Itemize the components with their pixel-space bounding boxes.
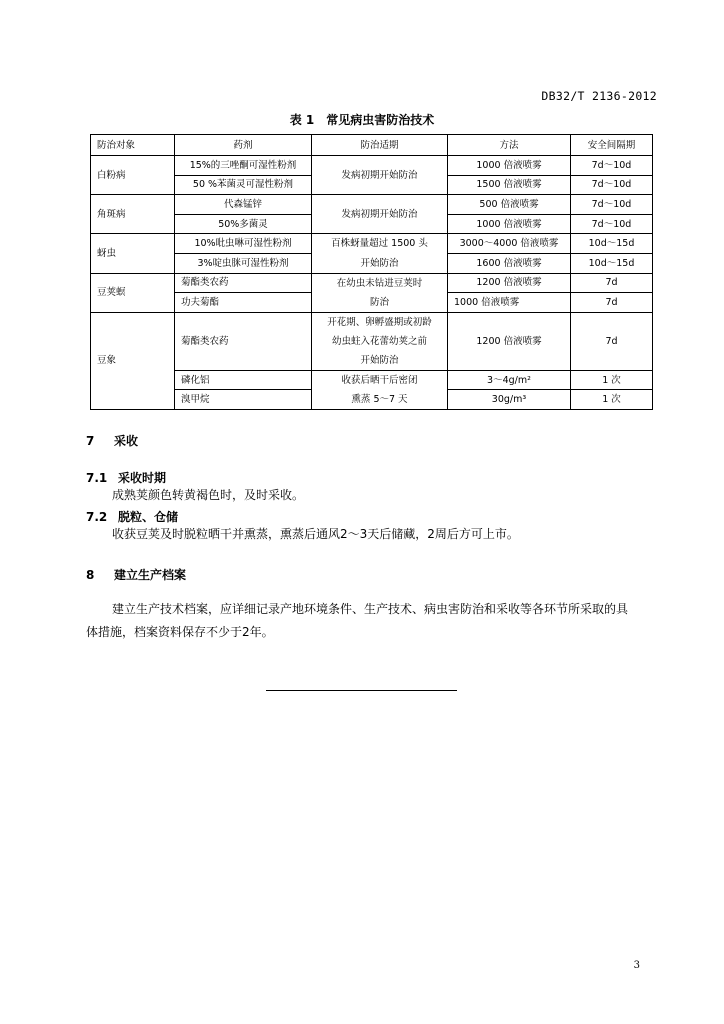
target-cell: 白粉病	[91, 156, 175, 195]
table-row	[91, 156, 653, 176]
period-line: 开始防治	[360, 354, 399, 366]
period-cell: 发病初期开始防治	[312, 195, 448, 234]
section-number: 7	[86, 434, 95, 448]
agent-cell: 50 %苯菌灵可湿性粉剂	[175, 175, 312, 195]
table-row	[91, 273, 653, 293]
interval-cell: 10d～15d	[571, 253, 653, 273]
period-line: 开花期、卵孵盛期或初龄	[327, 316, 432, 328]
agent-cell: 菊酯类农药	[175, 273, 312, 293]
table-row	[91, 390, 653, 410]
section-title: 脱粒、仓储	[118, 510, 179, 524]
table-row	[91, 293, 653, 313]
table-number: 表 1	[289, 113, 315, 127]
section-number: 7.1	[86, 471, 108, 485]
section-number: 8	[86, 568, 95, 582]
column-header: 安全间隔期	[571, 135, 653, 156]
paragraph-records-line-1: 建立生产技术档案，应详细记录产地环境条件、生产技术、病虫害防治和采收等各环节所采取的具	[112, 602, 629, 616]
method-cell: 1200 倍液喷雾	[448, 273, 571, 293]
agent-cell: 10%吡虫啉可湿性粉剂	[175, 234, 312, 254]
period-cell	[312, 312, 448, 370]
agent-cell: 溴甲烷	[175, 390, 312, 410]
page-number: 3	[633, 960, 640, 971]
section-title: 建立生产档案	[114, 568, 187, 582]
agent-cell: 磷化铝	[175, 370, 312, 390]
method-cell: 1000 倍液喷雾	[448, 293, 571, 313]
method-cell: 500 倍液喷雾	[448, 195, 571, 215]
section-title: 采收时期	[118, 471, 167, 485]
interval-cell: 1 次	[571, 390, 653, 410]
period-cell: 发病初期开始防治	[312, 156, 448, 195]
table-row	[91, 370, 653, 390]
method-cell: 1200 倍液喷雾	[448, 312, 571, 370]
interval-cell: 1 次	[571, 370, 653, 390]
period-cell: 开始防治	[312, 253, 448, 273]
interval-cell: 7d	[571, 293, 653, 313]
paragraph-harvest-time: 成熟荚颜色转黄褐色时，及时采收。	[112, 488, 305, 502]
agent-cell: 菊酯类农药	[175, 312, 312, 370]
column-header: 方法	[448, 135, 571, 156]
target-cell: 豆荚螟	[91, 273, 175, 312]
target-cell: 豆象	[91, 312, 175, 409]
method-cell: 3～4g/m²	[448, 370, 571, 390]
table-caption	[0, 111, 724, 128]
period-line: 幼虫蛀入花蕾幼荚之前	[331, 335, 427, 347]
table-row	[91, 195, 653, 215]
interval-cell: 7d	[571, 273, 653, 293]
period-cell: 百株蚜量超过 1500 头	[312, 234, 448, 254]
method-cell: 1000 倍液喷雾	[448, 214, 571, 234]
table-title: 常见病虫害防治技术	[326, 113, 435, 127]
target-cell: 角斑病	[91, 195, 175, 234]
agent-cell: 功夫菊酯	[175, 293, 312, 313]
table-row	[91, 312, 653, 370]
table-row	[91, 234, 653, 254]
pest-control-table	[90, 134, 653, 410]
method-cell: 1600 倍液喷雾	[448, 253, 571, 273]
interval-cell: 7d～10d	[571, 214, 653, 234]
section-heading-7	[86, 432, 138, 449]
table-row	[91, 253, 653, 273]
method-cell: 1500 倍液喷雾	[448, 175, 571, 195]
period-cell: 防治	[312, 293, 448, 313]
column-header: 防治适期	[312, 135, 448, 156]
table-header-row	[91, 135, 653, 156]
period-cell: 熏蒸 5～7 天	[312, 390, 448, 410]
method-cell: 30g/m³	[448, 390, 571, 410]
agent-cell: 3%啶虫脒可湿性粉剂	[175, 253, 312, 273]
end-rule	[266, 690, 457, 691]
section-heading-8	[86, 566, 186, 583]
section-number: 7.2	[86, 510, 108, 524]
interval-cell: 7d～10d	[571, 195, 653, 215]
interval-cell: 7d	[571, 312, 653, 370]
paragraph-records-line-2: 体措施，档案资料保存不少于2年。	[86, 625, 274, 639]
period-cell: 收获后晒干后密闭	[312, 370, 448, 390]
section-title: 采收	[114, 434, 139, 448]
column-header: 药剂	[175, 135, 312, 156]
method-cell: 3000～4000 倍液喷雾	[448, 234, 571, 254]
interval-cell: 10d～15d	[571, 234, 653, 254]
paragraph-threshing-storage: 收获豆荚及时脱粒晒干并熏蒸，熏蒸后通风2～3天后储藏，2周后方可上市。	[112, 527, 519, 541]
agent-cell: 15%的三唑酮可湿性粉剂	[175, 156, 312, 176]
method-cell: 1000 倍液喷雾	[448, 156, 571, 176]
target-cell: 蚜虫	[91, 234, 175, 273]
interval-cell: 7d～10d	[571, 175, 653, 195]
agent-cell: 代森锰锌	[175, 195, 312, 215]
document-id: DB32/T 2136-2012	[541, 89, 657, 103]
agent-cell: 50%多菌灵	[175, 214, 312, 234]
interval-cell: 7d～10d	[571, 156, 653, 176]
column-header: 防治对象	[91, 135, 175, 156]
period-cell: 在幼虫未钻进豆荚时	[312, 273, 448, 293]
